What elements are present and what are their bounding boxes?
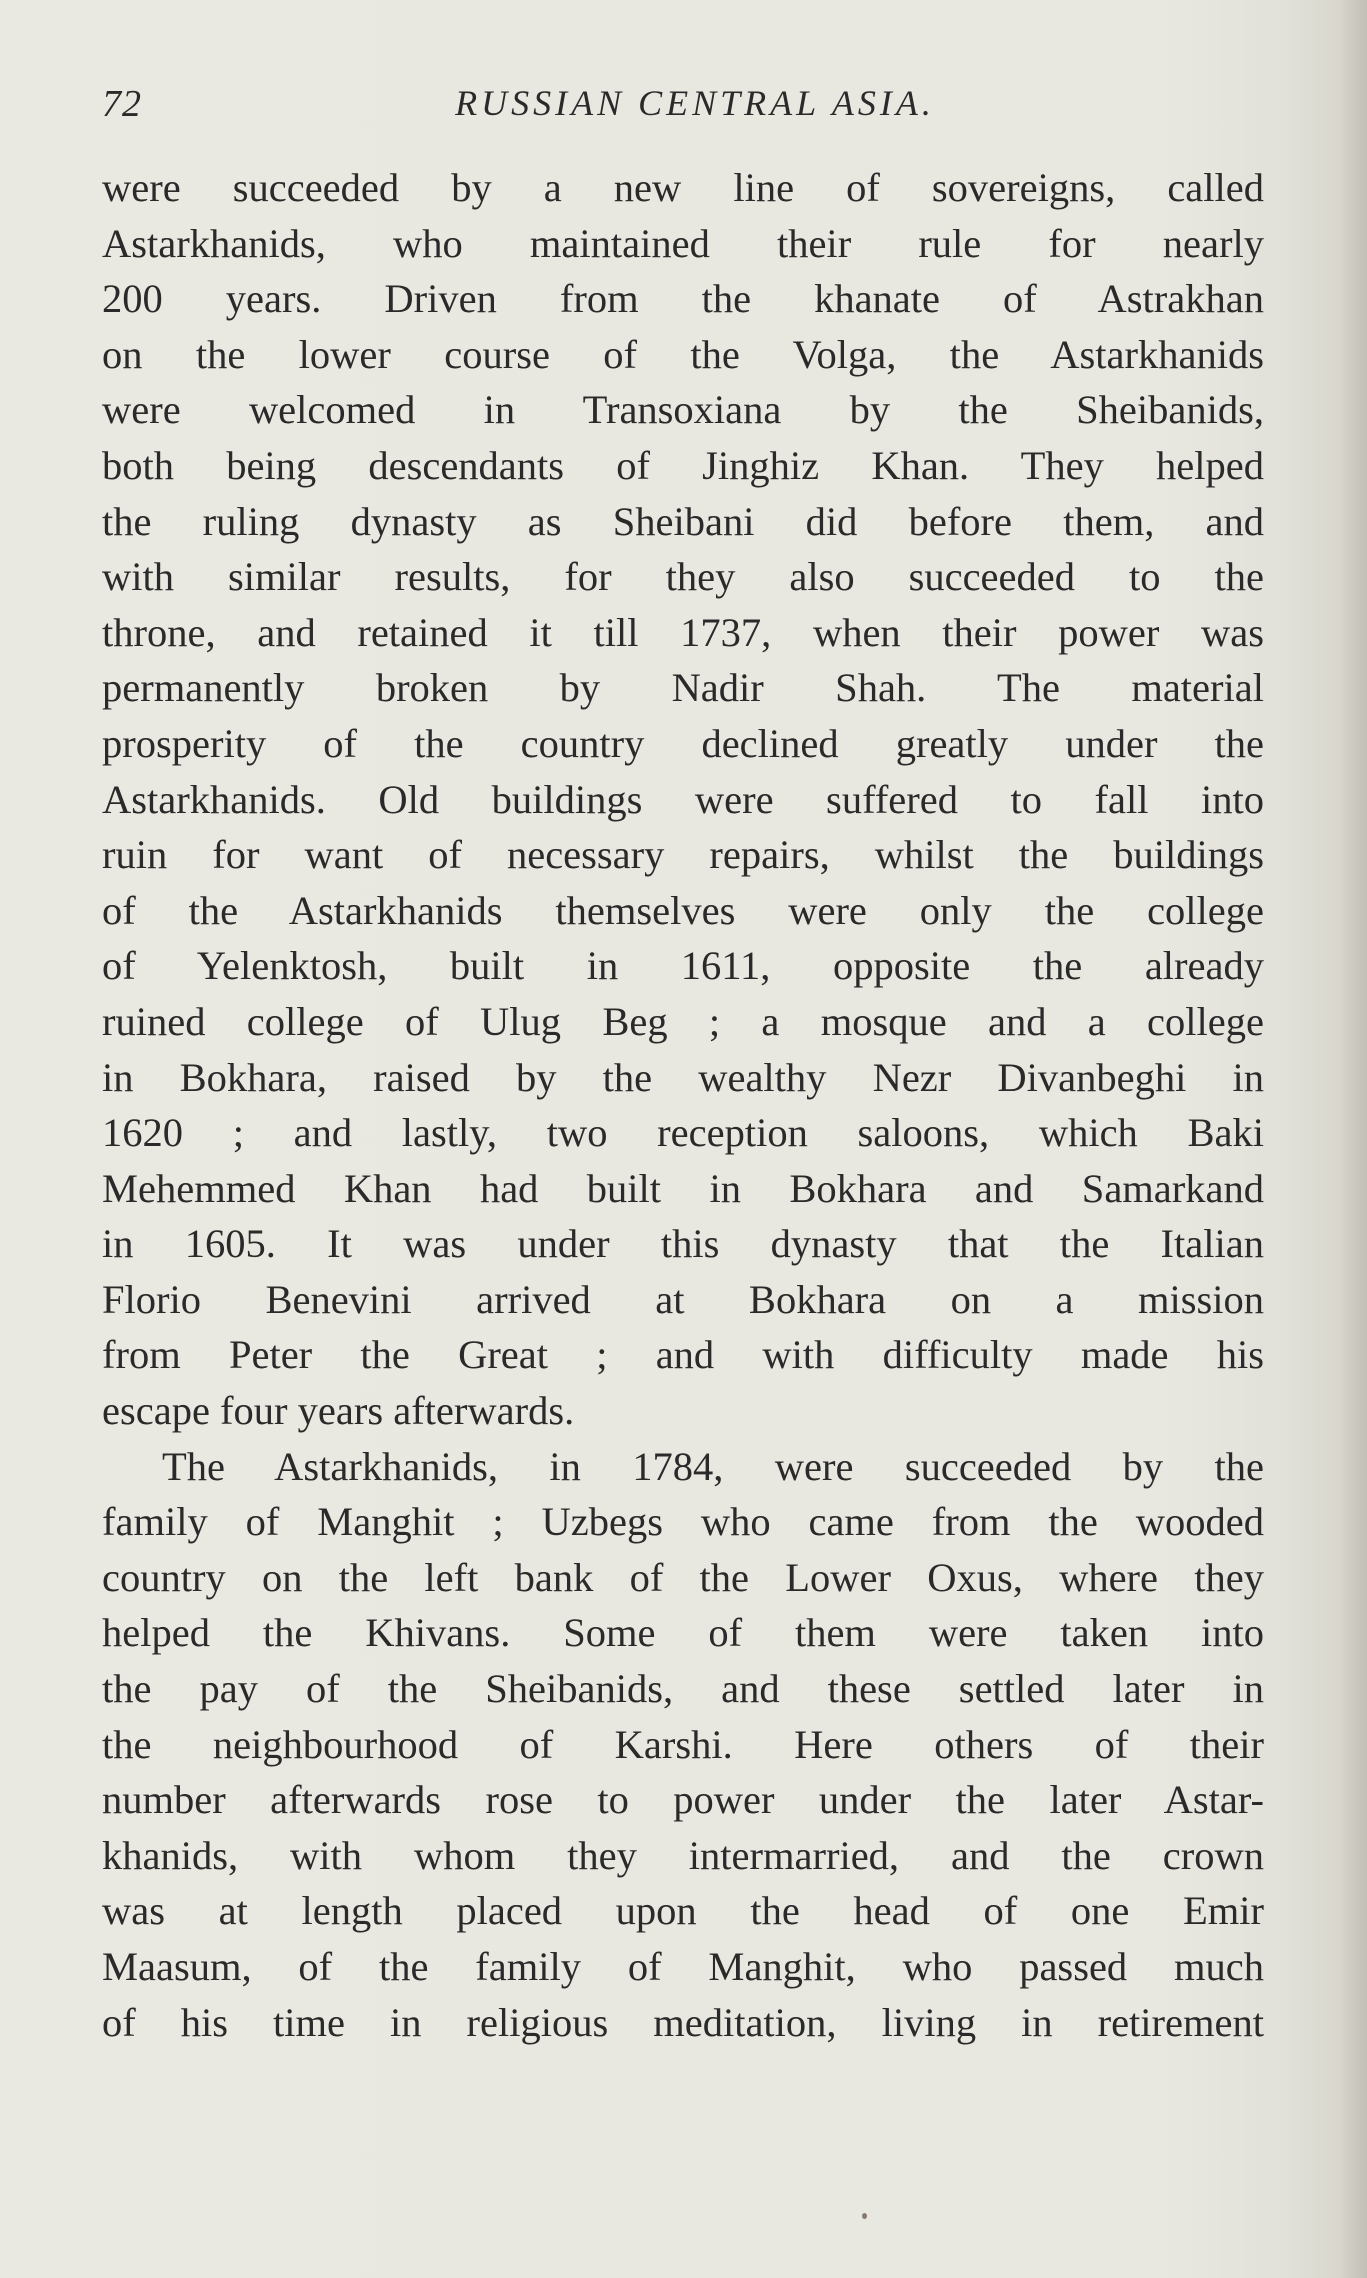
text-line: family of Manghit ; Uzbegs who came from the wooded	[102, 1499, 1264, 1545]
text-line: Maasum, of the family of Manghit, who passed much	[102, 1944, 1264, 1989]
text-line: permanently broken by Nadir Shah. The material	[102, 665, 1264, 711]
paragraph-end-line: escape four years afterwards.	[102, 1388, 575, 1434]
text-line: ruined college of Ulug Beg ; a mosque and a college	[102, 998, 1264, 1044]
text-line: the pay of the Sheibanids, and these settled later in	[102, 1666, 1264, 1712]
text-line: were succeeded by a new line of sovereigns, called	[102, 165, 1264, 210]
text-line: helped the Khivans. Some of them were taken into	[102, 1610, 1264, 1656]
text-line: from Peter the Great ; and with difficulty made his	[102, 1332, 1264, 1378]
text-line: the ruling dynasty as Sheibani did before them, and	[102, 498, 1264, 544]
text-line: were welcomed in Transoxiana by the Sheibanids,	[102, 387, 1264, 433]
text-line: country on the left bank of the Lower Oxus, where they	[102, 1554, 1264, 1600]
text-line: was at length placed upon the head of one Emir	[102, 1888, 1264, 1934]
page-edge-shadow	[1339, 0, 1367, 2278]
text-line: of Yelenktosh, built in 1611, opposite the already	[102, 943, 1264, 989]
text-line: Florio Benevini arrived at Bokhara on a mission	[102, 1276, 1264, 1322]
text-line: both being descendants of Jinghiz Khan. They helped	[102, 442, 1264, 488]
text-line: 200 years. Driven from the khanate of Astrakhan	[102, 276, 1264, 322]
ink-speck	[862, 2213, 867, 2219]
text-line: Mehemmed Khan had built in Bokhara and Samarkand	[102, 1165, 1264, 1211]
text-line: Astarkhanids, who maintained their rule for nearly	[102, 220, 1264, 266]
running-title: RUSSIAN CENTRAL ASIA.	[455, 83, 935, 123]
text-line: in 1605. It was under this dynasty that the Italian	[102, 1221, 1264, 1267]
page-number: 72	[102, 83, 142, 125]
text-line: ruin for want of necessary repairs, whilst the buildings	[102, 832, 1264, 878]
text-line: on the lower course of the Volga, the Astarkhanids	[102, 331, 1264, 377]
text-line: khanids, with whom they intermarried, and the crown	[102, 1832, 1264, 1878]
body-text	[102, 160, 1264, 2050]
text-line: with similar results, for they also succeeded to the	[102, 554, 1264, 600]
text-line: 1620 ; and lastly, two reception saloons, which Baki	[102, 1110, 1264, 1156]
text-line: throne, and retained it till 1737, when their power was	[102, 609, 1264, 655]
text-line: Astarkhanids. Old buildings were suffered to fall into	[102, 776, 1264, 822]
text-line: number afterwards rose to power under the later Astar-	[102, 1777, 1264, 1823]
text-line: of his time in religious meditation, living in retirement	[102, 1999, 1264, 2045]
text-line: of the Astarkhanids themselves were only the college	[102, 887, 1264, 933]
running-head	[102, 82, 1264, 132]
text-line: in Bokhara, raised by the wealthy Nezr Divanbeghi in	[102, 1054, 1264, 1100]
paragraph-start-line: The Astarkhanids, in 1784, were succeeded by the	[162, 1443, 1264, 1489]
text-line: the neighbourhood of Karshi. Here others of their	[102, 1721, 1264, 1767]
text-line: prosperity of the country declined greatly under the	[102, 720, 1264, 766]
